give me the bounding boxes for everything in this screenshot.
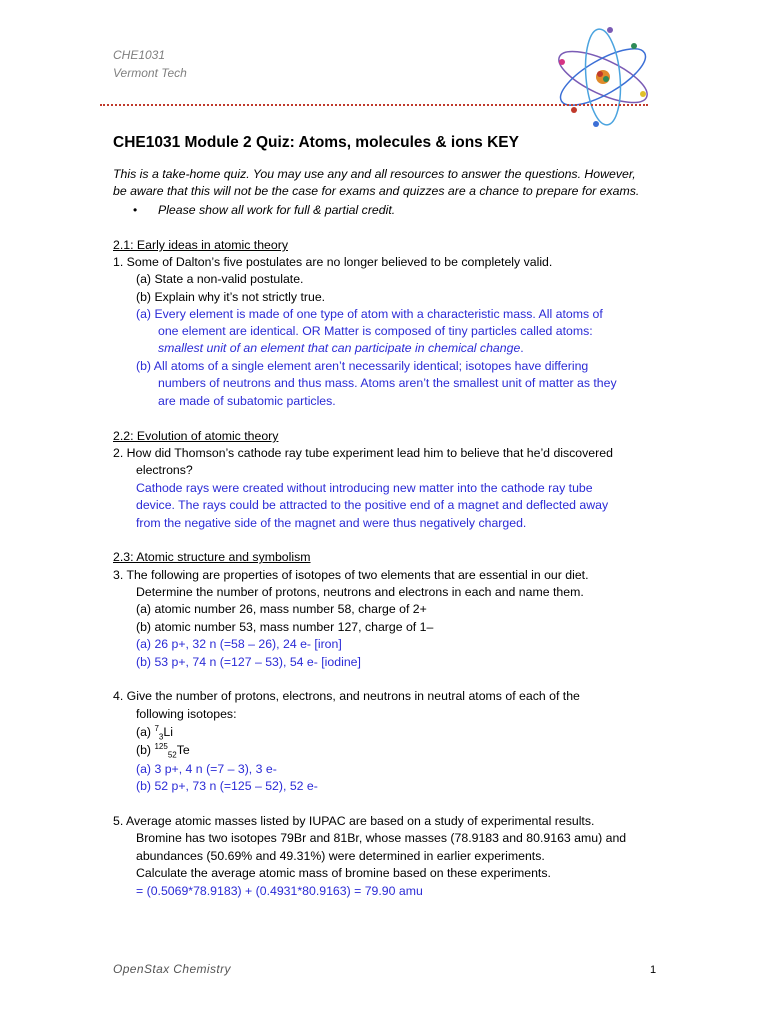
question-1: 1. Some of Dalton’s five postulates are no longer believed to be completely valid.: [113, 255, 553, 269]
question-4-line-1: 4. Give the number of protons, electrons, and neutrons in neutral atoms of each of the: [113, 689, 580, 703]
answer-1a-line-3: smallest unit of an element that can participate in chemical change.: [158, 341, 524, 355]
question-3b: (b) atomic number 53, mass number 127, charge of 1–: [136, 620, 434, 634]
answer-1b-line-3: are made of subatomic particles.: [158, 394, 336, 408]
atom-logo-icon: [548, 22, 658, 132]
answer-2-line-3: from the negative side of the magnet and were thus negatively charged.: [136, 516, 527, 530]
question-5-line-2: Bromine has two isotopes 79Br and 81Br, whose masses (78.9183 and 80.9163 amu) and: [136, 831, 627, 845]
intro-bullet: Please show all work for full & partial credit.: [158, 203, 396, 217]
q4b-mass-number: 125: [154, 741, 168, 751]
intro-line-1: This is a take-home quiz. You may use any and all resources to answer the questions. However,: [113, 167, 636, 181]
q4b-label: (b): [136, 743, 155, 757]
q4a-element: Li: [163, 725, 173, 739]
question-5-line-3: abundances (50.69% and 49.31%) were determined in earlier experiments.: [136, 849, 545, 863]
footer-source: OpenStax Chemistry: [113, 962, 231, 976]
question-4a: [136, 724, 173, 742]
answer-1a-line-3-text: smallest unit of an element that can participate in chemical change: [158, 341, 521, 355]
quiz-title: CHE1031 Module 2 Quiz: Atoms, molecules & ions KEY: [113, 134, 519, 151]
question-4b: [136, 742, 190, 760]
intro-line-2: be aware that this will not be the case for exams and quizzes are a chance to prepare for exams.: [113, 184, 640, 198]
q4a-atomic-number: 3: [158, 732, 164, 742]
q4b-element: Te: [176, 743, 190, 757]
answer-4a: (a) 3 p+, 4 n (=7 – 3), 3 e-: [136, 762, 277, 776]
answer-1b-line-2: numbers of neutrons and thus mass. Atoms aren’t the smallest unit of matter as they: [158, 376, 617, 390]
answer-3a: (a) 26 p+, 32 n (=58 – 26), 24 e- [iron]: [136, 637, 342, 651]
answer-2-line-1: Cathode rays were created without introducing new matter into the cathode ray tube: [136, 481, 593, 495]
course-code: CHE1031: [113, 48, 166, 62]
question-1a: (a) State a non-valid postulate.: [136, 272, 304, 286]
question-3a: (a) atomic number 26, mass number 58, charge of 2+: [136, 602, 427, 616]
answer-4b: (b) 52 p+, 73 n (=125 – 52), 52 e-: [136, 779, 318, 793]
answer-3b: (b) 53 p+, 74 n (=127 – 53), 54 e- [iodine]: [136, 655, 361, 669]
question-3-line-1: 3. The following are properties of isotopes of two elements that are essential in our diet.: [113, 568, 589, 582]
question-4-line-2: following isotopes:: [136, 707, 237, 721]
question-5-line-4: Calculate the average atomic mass of bromine based on these experiments.: [136, 866, 551, 880]
q4b-atomic-number: 52: [167, 750, 177, 760]
question-2-line-2: electrons?: [136, 463, 193, 477]
question-3-line-2: Determine the number of protons, neutrons and electrons in each and name them.: [136, 585, 584, 599]
q4a-mass-number: 7: [154, 723, 159, 733]
section-heading-2-3: 2.3: Atomic structure and symbolism: [113, 550, 311, 564]
section-heading-2-2: 2.2: Evolution of atomic theory: [113, 429, 279, 443]
question-1b: (b) Explain why it’s not strictly true.: [136, 290, 326, 304]
answer-2-line-2: device. The rays could be attracted to the positive end of a magnet and deflected away: [136, 498, 609, 512]
page-number: 1: [650, 964, 657, 976]
answer-1b-line-1: (b) All atoms of a single element aren’t necessarily identical; isotopes have differing: [136, 359, 589, 373]
answer-1a-line-2: one element are identical. OR Matter is composed of tiny particles called atoms:: [158, 324, 593, 338]
bullet-marker: •: [133, 203, 138, 217]
section-heading-2-1: 2.1: Early ideas in atomic theory: [113, 238, 288, 252]
question-2-line-1: 2. How did Thomson’s cathode ray tube experiment lead him to believe that he’d discovered: [113, 446, 613, 460]
q4a-label: (a): [136, 725, 155, 739]
header-divider: [100, 104, 648, 106]
answer-5: = (0.5069*78.9183) + (0.4931*80.9163) = 79.90 amu: [136, 884, 423, 898]
question-5-line-1: 5. Average atomic masses listed by IUPAC are based on a study of experimental results.: [113, 814, 595, 828]
school-name: Vermont Tech: [113, 66, 187, 80]
answer-1a-line-1: (a) Every element is made of one type of atom with a characteristic mass. All atoms of: [136, 307, 603, 321]
